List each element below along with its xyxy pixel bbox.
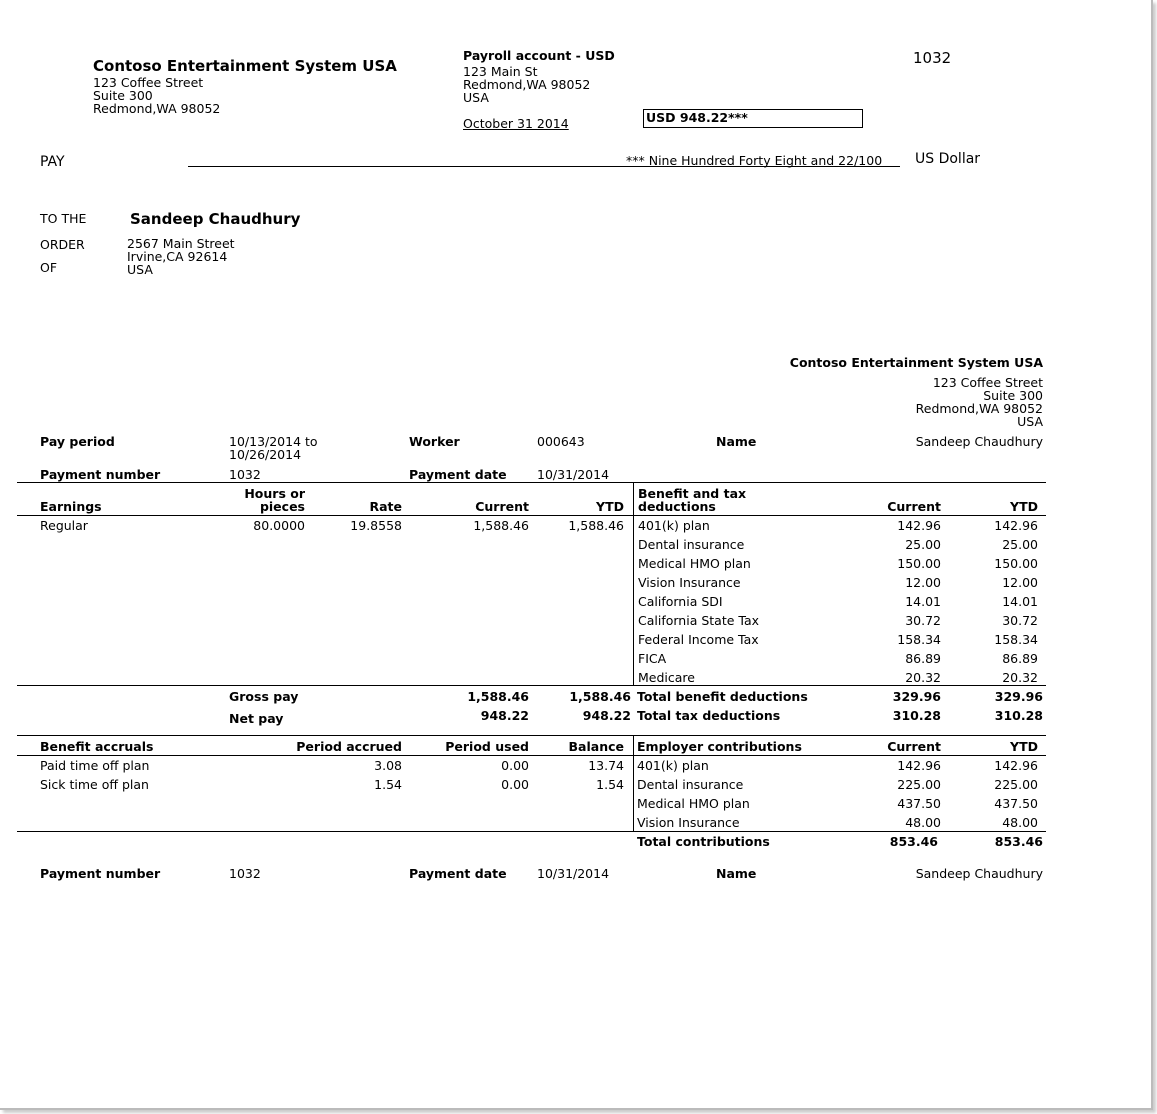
deduction-current: 20.32: [905, 670, 941, 685]
total-contributions-ytd: 853.46: [994, 834, 1043, 849]
deduction-name: Medicare: [638, 670, 695, 685]
earnings-header: Earnings: [40, 499, 102, 514]
currency-label: US Dollar: [915, 151, 981, 167]
total-benefit-ytd: 329.96: [994, 689, 1043, 704]
pay-period-end: 10/26/2014: [229, 447, 302, 462]
employer-row-name: Medical HMO plan: [637, 796, 750, 811]
address-line: 123 Coffee Street: [932, 375, 1043, 390]
deductions-ytd-header: YTD: [1010, 499, 1038, 514]
deduction-name: Federal Income Tax: [638, 632, 759, 647]
deduction-ytd: 12.00: [1002, 575, 1038, 590]
employer-row-ytd: 142.96: [994, 758, 1038, 773]
deduction-current: 142.96: [897, 518, 941, 533]
earnings-row-rate: 19.8558: [350, 518, 402, 533]
accrual-used: 0.00: [501, 758, 529, 773]
pay-label: PAY: [40, 154, 65, 170]
pay-period-start: 10/13/2014 to: [229, 434, 318, 449]
footer-name-label: Name: [716, 866, 757, 881]
total-contributions-current: 853.46: [889, 834, 938, 849]
deduction-name: Dental insurance: [638, 537, 745, 552]
deduction-ytd: 142.96: [994, 518, 1038, 533]
gross-pay-ytd: 1,588.46: [569, 689, 631, 704]
net-pay-ytd: 948.22: [582, 708, 631, 723]
deduction-current: 12.00: [905, 575, 941, 590]
payment-date-value: 10/31/2014: [537, 467, 610, 482]
employer-row-current: 437.50: [897, 796, 941, 811]
footer-name-value: Sandeep Chaudhury: [915, 866, 1043, 881]
net-pay-current: 948.22: [480, 708, 529, 723]
accrual-balance: 13.74: [588, 758, 624, 773]
payroll-account-title: Payroll account - USD: [463, 48, 615, 63]
address-line: Suite 300: [93, 88, 153, 103]
footer-payment-date-value: 10/31/2014: [537, 866, 610, 881]
check-number: 1032: [913, 49, 952, 67]
name-label: Name: [716, 434, 757, 449]
total-tax-ytd: 310.28: [994, 708, 1043, 723]
accruals-header-underline: [17, 755, 1046, 756]
footer-payment-date-label: Payment date: [409, 866, 507, 881]
pay-period-value: [229, 435, 318, 461]
period-accrued-header: Period accrued: [296, 739, 402, 754]
accrual-name: Sick time off plan: [40, 777, 149, 792]
header-underline: [17, 515, 1046, 516]
payroll-account-address: [463, 65, 590, 104]
employer-row-current: 142.96: [897, 758, 941, 773]
accrual-balance: 1.54: [596, 777, 624, 792]
employer-row-current: 48.00: [905, 815, 941, 830]
earnings-current-header: Current: [475, 499, 529, 514]
deduction-name: Vision Insurance: [638, 575, 741, 590]
address-line: USA: [463, 90, 489, 105]
deduction-current: 158.34: [897, 632, 941, 647]
hours-header-line2: pieces: [259, 499, 305, 514]
check-company-name: Contoso Entertainment System USA: [93, 57, 397, 75]
employer-header: Employer contributions: [637, 739, 802, 754]
column-divider: [633, 482, 634, 685]
deductions-header-line2: deductions: [638, 499, 716, 514]
earnings-row-hours: 80.0000: [253, 518, 305, 533]
totals-top-line: [17, 685, 1046, 686]
accruals-header: Benefit accruals: [40, 739, 154, 754]
accrual-used: 0.00: [501, 777, 529, 792]
balance-header: Balance: [568, 739, 624, 754]
employer-row-ytd: 437.50: [994, 796, 1038, 811]
hours-header-line1: Hours or: [244, 486, 305, 501]
deduction-ytd: 20.32: [1002, 670, 1038, 685]
gross-pay-label: Gross pay: [229, 689, 299, 704]
payee-address: [127, 237, 235, 276]
total-benefit-current: 329.96: [892, 689, 941, 704]
total-tax-current: 310.28: [892, 708, 941, 723]
total-contributions-label: Total contributions: [637, 834, 770, 849]
of-label: OF: [40, 260, 58, 275]
address-line: 2567 Main Street: [127, 236, 235, 251]
address-line: Redmond,WA 98052: [463, 77, 591, 92]
worker-label: Worker: [409, 434, 460, 449]
to-the-label: TO THE: [40, 211, 87, 226]
stub-company-address: [916, 376, 1043, 428]
deductions-current-header: Current: [887, 499, 941, 514]
employer-ytd-header: YTD: [1010, 739, 1038, 754]
employer-row-name: Vision Insurance: [637, 815, 740, 830]
name-value: Sandeep Chaudhury: [915, 434, 1043, 449]
deduction-name: California SDI: [638, 594, 723, 609]
employer-row-name: 401(k) plan: [637, 758, 709, 773]
accrual-accrued: 1.54: [374, 777, 402, 792]
check-company-address: [93, 76, 220, 115]
address-line: Redmond,WA 98052: [93, 101, 221, 116]
payee-name: Sandeep Chaudhury: [130, 210, 301, 228]
accrual-name: Paid time off plan: [40, 758, 150, 773]
employer-row-name: Dental insurance: [637, 777, 744, 792]
check-date: October 31 2014: [463, 116, 569, 131]
employer-current-header: Current: [887, 739, 941, 754]
address-line: Redmond,WA 98052: [915, 401, 1043, 416]
order-label: ORDER: [40, 237, 85, 252]
accruals-bottom-line: [17, 831, 633, 832]
address-line: USA: [1017, 414, 1043, 429]
payment-date-label: Payment date: [409, 467, 507, 482]
amount-box: USD 948.22***: [643, 109, 863, 128]
total-benefit-label: Total benefit deductions: [637, 689, 808, 704]
employer-row-ytd: 48.00: [1002, 815, 1038, 830]
pay-period-label: Pay period: [40, 434, 115, 449]
deduction-name: FICA: [638, 651, 667, 666]
footer-payment-number-value: 1032: [229, 866, 261, 881]
period-used-header: Period used: [445, 739, 529, 754]
stub-company-name: Contoso Entertainment System USA: [789, 355, 1043, 370]
earnings-row-name: Regular: [40, 518, 88, 533]
deduction-name: 401(k) plan: [638, 518, 710, 533]
rate-header: Rate: [369, 499, 402, 514]
address-line: Suite 300: [983, 388, 1043, 403]
total-tax-label: Total tax deductions: [637, 708, 781, 723]
earnings-row-ytd: 1,588.46: [568, 518, 624, 533]
deduction-current: 14.01: [905, 594, 941, 609]
employer-row-current: 225.00: [897, 777, 941, 792]
deduction-current: 86.89: [905, 651, 941, 666]
employer-row-ytd: 225.00: [994, 777, 1038, 792]
address-line: 123 Coffee Street: [93, 75, 204, 90]
accrual-accrued: 3.08: [374, 758, 402, 773]
earnings-ytd-header: YTD: [596, 499, 624, 514]
deduction-ytd: 30.72: [1002, 613, 1038, 628]
accruals-column-divider: [633, 735, 634, 831]
employer-bottom-line: [633, 831, 1046, 832]
payment-number-value: 1032: [229, 467, 261, 482]
deduction-name: Medical HMO plan: [638, 556, 751, 571]
deduction-ytd: 25.00: [1002, 537, 1038, 552]
deduction-current: 30.72: [905, 613, 941, 628]
worker-value: 000643: [537, 434, 585, 449]
deduction-ytd: 150.00: [994, 556, 1038, 571]
table-top-line: [17, 482, 1046, 483]
deduction-ytd: 14.01: [1002, 594, 1038, 609]
earnings-row-current: 1,588.46: [473, 518, 529, 533]
deductions-header-line1: Benefit and tax: [638, 486, 747, 501]
net-pay-label: Net pay: [229, 711, 284, 726]
payment-number-label: Payment number: [40, 467, 161, 482]
gross-pay-current: 1,588.46: [467, 689, 529, 704]
deduction-name: California State Tax: [638, 613, 760, 628]
footer-payment-number-label: Payment number: [40, 866, 161, 881]
address-line: Irvine,CA 92614: [127, 249, 228, 264]
deduction-ytd: 86.89: [1002, 651, 1038, 666]
address-line: 123 Main St: [463, 64, 538, 79]
address-line: USA: [127, 262, 153, 277]
deduction-ytd: 158.34: [994, 632, 1038, 647]
deduction-current: 25.00: [905, 537, 941, 552]
amount-in-words: *** Nine Hundred Forty Eight and 22/100: [626, 153, 883, 168]
accruals-top-line: [17, 735, 1046, 736]
deduction-current: 150.00: [897, 556, 941, 571]
